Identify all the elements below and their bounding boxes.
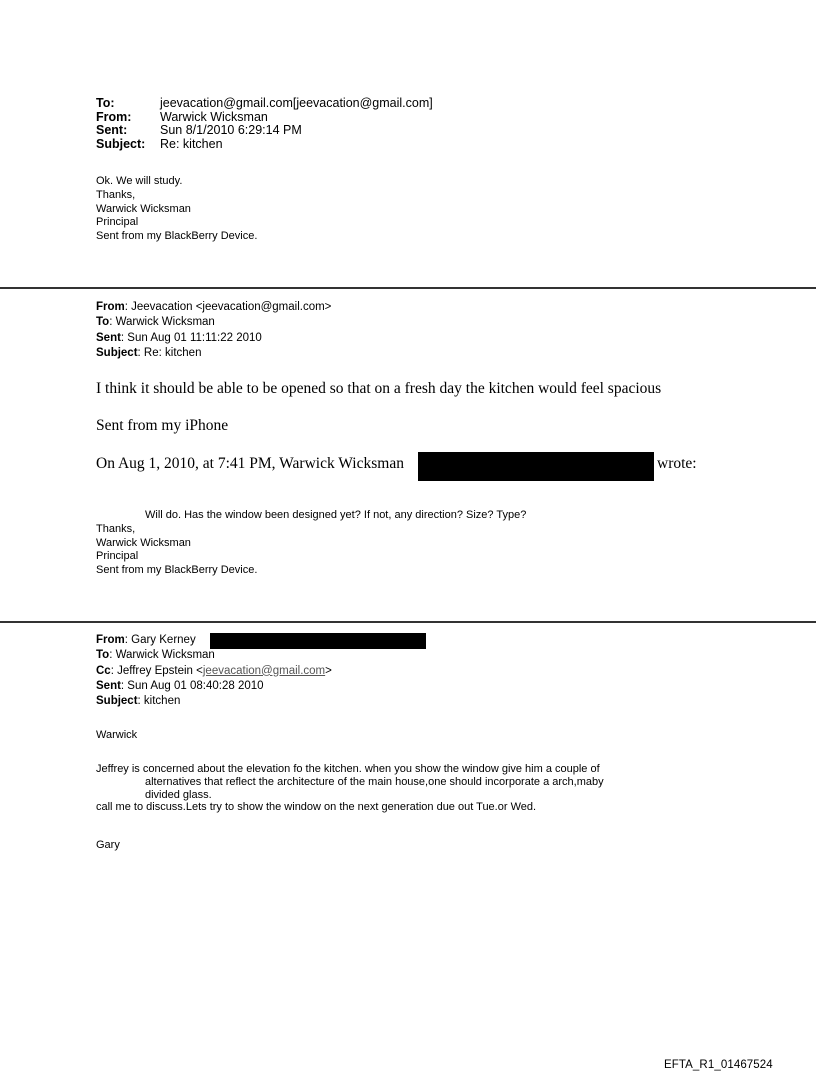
signature-line: Sent from my BlackBerry Device.: [96, 564, 258, 577]
body-line: Thanks,: [96, 188, 136, 201]
from-value: : Gary Kerney: [124, 634, 196, 646]
cc-suffix: >: [325, 664, 332, 677]
to-label: To: [96, 649, 110, 662]
from-value: Warwick Wicksman: [160, 109, 268, 124]
to-value: : Warwick Wicksman: [109, 316, 215, 329]
cc-prefix: : Jeffrey Epstein <: [110, 664, 203, 677]
sent-value: Sun 8/1/2010 6:29:14 PM: [160, 123, 302, 137]
to-label: To: [96, 316, 110, 329]
quoted-message: [96, 509, 526, 578]
quote-attribution: On Aug 1, 2010, at 7:41 PM, Warwick Wicksman: [96, 455, 404, 472]
signature-line: Principal: [96, 550, 139, 563]
email1-header: [96, 97, 696, 151]
redaction-block: [210, 633, 426, 649]
email3-body: [96, 763, 604, 814]
email2-header: [96, 300, 331, 361]
body-line: divided glass.: [145, 788, 212, 801]
email1-body: [96, 175, 257, 244]
signature-line: Thanks,: [96, 522, 136, 535]
divider: [0, 621, 816, 623]
subject-value: Re: kitchen: [160, 136, 223, 151]
email3-signoff: Gary: [96, 839, 120, 851]
from-label: From: [96, 301, 125, 313]
sent-label: Sent: [96, 679, 121, 692]
to-value: : Warwick Wicksman: [109, 649, 215, 662]
from-label: From:: [96, 109, 132, 124]
quote-attribution-suffix: wrote:: [657, 455, 697, 472]
body-line: Ok. We will study.: [96, 175, 183, 187]
document-id: EFTA_R1_01467524: [664, 1059, 773, 1071]
cc-email-link[interactable]: jeevacation@gmail.com: [202, 664, 326, 677]
signature-line: Warwick Wicksman: [96, 536, 191, 549]
email3-greeting: Warwick: [96, 729, 138, 741]
subject-label: Subject: [96, 695, 138, 708]
cc-label: Cc: [96, 664, 111, 677]
email2-message: I think it should be able to be opened so that on a fresh day the kitchen would feel spacious: [96, 380, 662, 397]
subject-label: Subject: [96, 346, 138, 359]
from-value: : Jeevacation <jeevacation@gmail.com>: [124, 301, 332, 313]
sent-value: : Sun Aug 01 08:40:28 2010: [120, 679, 264, 692]
subject-value: : kitchen: [137, 695, 181, 708]
subject-label: Subject:: [96, 136, 146, 151]
body-line: call me to discuss.Lets try to show the window on the next generation due out Tue.or Wed.: [96, 801, 537, 814]
subject-value: : Re: kitchen: [137, 346, 202, 359]
iphone-signature: Sent from my iPhone: [96, 417, 229, 434]
sent-label: Sent: [96, 331, 121, 344]
from-label: From: [96, 634, 125, 646]
body-line: Sent from my BlackBerry Device.: [96, 230, 258, 243]
to-label: To:: [96, 96, 115, 110]
body-line: alternatives that reflect the architecture of the main house,one should incorporate a arch,maby: [145, 775, 604, 788]
divider: [0, 287, 816, 289]
body-line: Jeffrey is concerned about the elevation fo the kitchen. when you show the window give him a couple of: [96, 763, 600, 775]
body-line: Warwick Wicksman: [96, 202, 191, 215]
sent-value: : Sun Aug 01 11:11:22 2010: [120, 331, 262, 344]
to-value: jeevacation@gmail.com[jeevacation@gmail.com]: [160, 96, 433, 110]
quoted-line: Will do. Has the window been designed yet? If not, any direction? Size? Type?: [145, 509, 527, 521]
sent-label: Sent:: [96, 123, 128, 137]
body-line: Principal: [96, 216, 139, 229]
redaction-block: [418, 452, 654, 481]
